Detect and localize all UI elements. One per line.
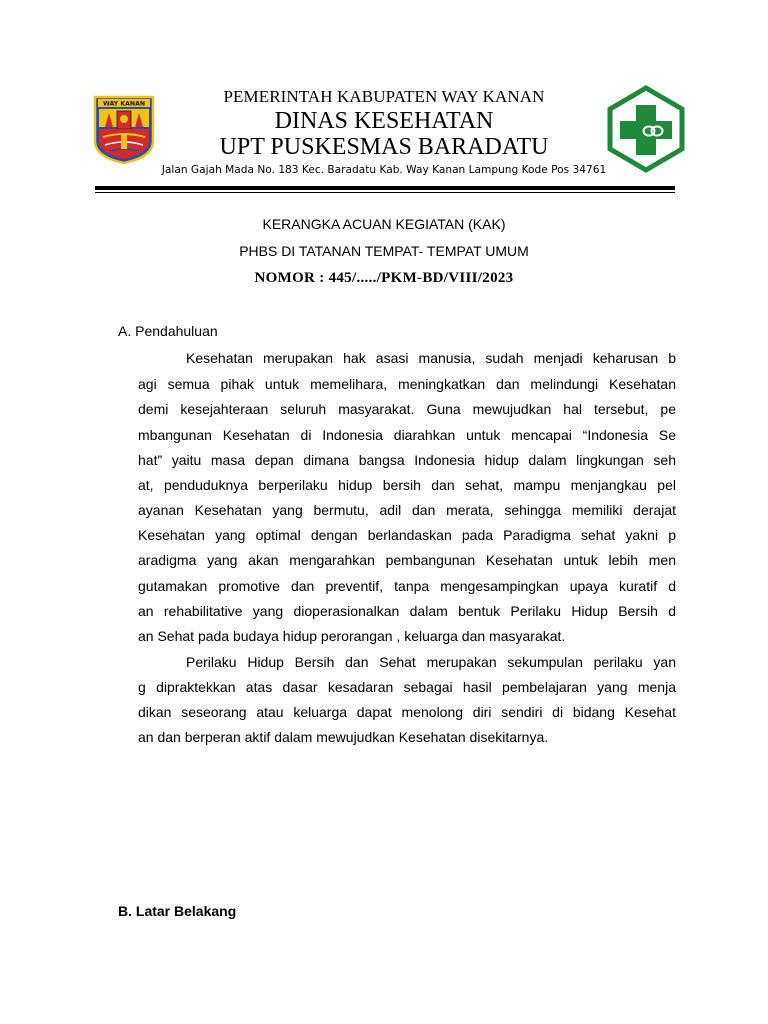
- unit-name: UPT PUSKESMAS BARADATU: [219, 134, 549, 160]
- document-subtitle: PHBS DI TATANAN TEMPAT- TEMPAT UMUM: [239, 243, 529, 259]
- document-number: NOMOR : 445/...../PKM-BD/VIII/2023: [254, 270, 514, 286]
- section-a-heading: A. Pendahuluan: [118, 323, 218, 339]
- paragraph-line: aradigma yang akan mengarahkan pembangunan Kesehatan untuk lebih men: [138, 552, 676, 568]
- government-name: PEMERINTAH KABUPATEN WAY KANAN: [223, 87, 545, 106]
- document-title: KERANGKA ACUAN KEGIATAN (KAK): [262, 216, 506, 232]
- paragraph-line: Perilaku Hidup Bersih dan Sehat merupakan sekumpulan perilaku yan: [186, 654, 676, 670]
- paragraph-line: demi kesejahteraan seluruh masyarakat. Guna mewujudkan hal tersebut, pe: [138, 401, 676, 417]
- puskesmas-emblem-icon: [606, 85, 686, 173]
- paragraph-line: dikan seseorang atau keluarga dapat menolong diri sendiri di bidang Kesehat: [138, 704, 676, 720]
- paragraph-line: Kesehatan merupakan hak asasi manusia, sudah menjadi keharusan b: [186, 350, 676, 366]
- paragraph-line: an rehabilitative yang dioperasionalkan dalam bentuk Perilaku Hidup Bersih d: [138, 603, 676, 619]
- paragraph-line: Kesehatan yang optimal dengan berlandaskan pada Paradigma sehat yakni p: [138, 527, 676, 543]
- agency-name: DINAS KESEHATAN: [274, 108, 494, 134]
- section-b-heading: B. Latar Belakang: [118, 903, 237, 919]
- paragraph-line: ayanan Kesehatan yang bermutu, adil dan merata, sehingga memiliki derajat: [138, 502, 676, 518]
- paragraph-line: agi semua pihak untuk memelihara, meningkatkan dan melindungi Kesehatan: [138, 376, 676, 392]
- paragraph-line: hat” yaitu masa depan dimana bangsa Indonesia hidup dalam lingkungan seh: [138, 452, 676, 468]
- paragraph-line: an Sehat pada budaya hidup perorangan , keluarga dan masyarakat.: [138, 628, 566, 644]
- letterhead-divider-thick: [95, 186, 675, 190]
- letterhead-divider-thin: [95, 192, 675, 193]
- emblem-ribbon-text: WAY KANAN: [102, 100, 146, 108]
- paragraph-line: g dipraktekkan atas dasar kesadaran sebagai hasil pembelajaran yang menja: [138, 679, 676, 695]
- paragraph-line: gutamakan promotive dan preventif, tanpa mengesampingkan upaya kuratif d: [138, 578, 676, 594]
- paragraph-line: at, penduduknya berperilaku hidup bersih dan sehat, mampu menjangkau pel: [138, 477, 676, 493]
- paragraph-line: mbangunan Kesehatan di Indonesia diarahkan untuk mencapai “Indonesia Se: [138, 427, 676, 443]
- address-line: Jalan Gajah Mada No. 183 Kec. Baradatu Kab. Way Kanan Lampung Kode Pos 34761: [161, 164, 607, 176]
- paragraph-line: an dan berperan aktif dalam mewujudkan Kesehatan disekitarnya.: [138, 729, 549, 745]
